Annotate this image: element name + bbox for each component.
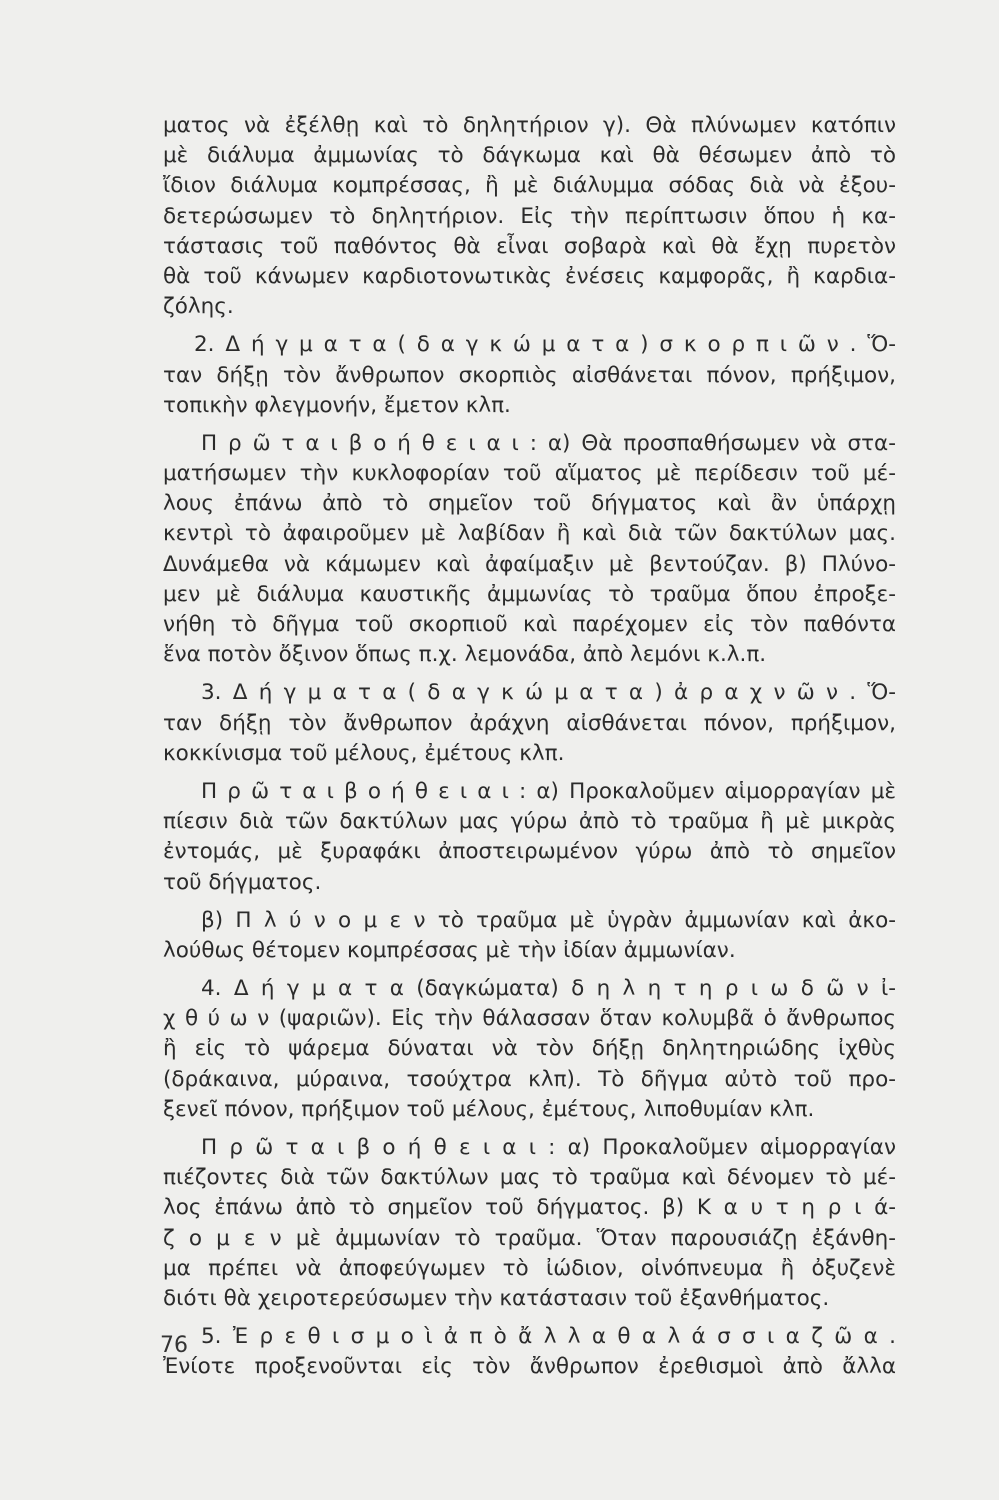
text-line: διότι θὰ χειροτερεύσωμεν τὴν κατάστασιν τοῦ ἐξανθήματος.: [163, 1285, 830, 1311]
text-line: λούθως θέτομεν κομπρέσσας μὲ τὴν ἰδίαν ἀμμωνίαν.: [163, 937, 736, 963]
text-line: ταν δήξῃ τὸν ἄνθρωπον σκορπιὸς αἰσθάνεται πόνον, πρήξιμον,: [163, 362, 896, 388]
text-line: πίεσιν διὰ τῶν δακτύλων μας γύρω ἀπὸ τὸ τραῦμα ἢ μὲ μικρὰς: [163, 809, 896, 835]
paragraph-section-3: [163, 678, 896, 769]
text-line: νήθη τὸ δῆγμα τοῦ σκορπιοῦ καὶ παρέχομεν εἰς τὸν παθόντα: [163, 612, 896, 637]
paragraph: [163, 429, 896, 671]
section-heading-line: 3. Δ ή γ μ α τ α ( δ α γ κ ώ μ α τ α ) ἀ ρ α χ ν ῶ ν . Ὅ-: [201, 680, 896, 706]
text-line: β) Π λ ύ ν ο μ ε ν τὸ τραῦμα μὲ ὑγρὰν ἀμμωνίαν καὶ ἀκο-: [201, 907, 896, 933]
paragraph-section-2: [163, 330, 896, 360]
text-line: ματος νὰ ἐξέλθῃ καὶ τὸ δηλητήριον γ). Θὰ πλύνωμεν κατόπιν: [163, 113, 896, 138]
text-line: τοῦ δήγματος.: [163, 869, 322, 895]
text-line: ἴδιον διάλυμα κομπρέσσας, ἢ μὲ διάλυμμα σόδας διὰ νὰ ἐξου-: [163, 173, 896, 199]
text-line: μεν μὲ διάλυμα καυστικῆς ἀμμωνίας τὸ τραῦμα ὅπου ἐπροξε-: [163, 581, 896, 607]
paragraph: [163, 1133, 896, 1314]
paragraph: [163, 361, 896, 421]
text-line: λους ἐπάνω ἀπὸ τὸ σημεῖον τοῦ δήγματος καὶ ἂν ὑπάρχῃ: [163, 491, 896, 517]
text-line: χ θ ύ ω ν (ψαριῶν). Εἰς τὴν θάλασσαν ὅταν κολυμβᾶ ὁ ἄνθρωπος: [163, 1006, 896, 1032]
text-line: κεντρὶ τὸ ἀφαιροῦμεν μὲ λαβίδαν ἢ καὶ διὰ τῶν δακτύλων μας.: [163, 521, 896, 547]
text-line: Ἐνίοτε προξενοῦνται εἰς τὸν ἄνθρωπον ἐρεθισμοὶ ἀπὸ ἄλλα: [163, 1354, 896, 1380]
section-heading-line: 5. Ἐ ρ ε θ ι σ μ ο ὶ ἀ π ὸ ἄ λ λ α θ α λ ά σ σ ι α ζ ῶ α .: [201, 1324, 896, 1350]
text-line: ἐντομάς, μὲ ξυραφάκι ἀποστειρωμένον γύρω ἀπὸ τὸ σημεῖον: [163, 839, 896, 865]
text-line: ματήσωμεν τὴν κυκλοφορίαν τοῦ αἵματος μὲ περίδεσιν τοῦ μέ-: [163, 461, 896, 487]
text-line: Δυνάμεθα νὰ κάμωμεν καὶ ἀφαίμαξιν μὲ βεντούζαν. β) Πλύνο-: [163, 551, 896, 577]
text-line: δετερώσωμεν τὸ δηλητήριον. Εἰς τὴν περίπτωσιν ὅπου ἡ κα-: [163, 203, 896, 229]
paragraph: [163, 777, 896, 898]
text-line: τοπικὴν φλεγμονήν, ἔμετον κλπ.: [163, 392, 511, 418]
text-line: μα πρέπει νὰ ἀποφεύγωμεν τὸ ἰώδιον, οἰνόπνευμα ἢ ὀξυζενὲ: [163, 1255, 896, 1281]
text-line: μὲ διάλυμα ἀμμωνίας τὸ δάγκωμα καὶ θὰ θέσωμεν ἀπὸ τὸ: [163, 143, 896, 169]
text-line: πιέζοντες διὰ τῶν δακτύλων μας τὸ τραῦμα καὶ δένομεν τὸ μέ-: [163, 1165, 896, 1191]
text-line: ζ ο μ ε ν μὲ ἀμμωνίαν τὸ τραῦμα. Ὅταν παρουσιάζῃ ἐξάνθη-: [163, 1225, 896, 1251]
text-line: λος ἐπάνω ἀπὸ τὸ σημεῖον τοῦ δήγματος. β) Κ α υ τ η ρ ι ά-: [163, 1195, 896, 1221]
text-line: ζόλης.: [163, 294, 234, 320]
text-line: Π ρ ῶ τ α ι β ο ή θ ε ι α ι : α) Προκαλοῦμεν αἱμορραγίαν μὲ: [201, 778, 896, 804]
text-line: ἢ εἰς τὸ ψάρεμα δύναται νὰ τὸν δήξῃ δηλητηριώδης ἰχθὺς: [163, 1036, 896, 1062]
text-line: ταν δήξῃ τὸν ἄνθρωπον ἀράχνη αἰσθάνεται πόνον, πρήξιμον,: [163, 710, 896, 736]
text-line: τάστασις τοῦ παθόντος θὰ εἶναι σοβαρὰ καὶ θὰ ἔχῃ πυρετὸν: [163, 233, 896, 259]
text-line: κοκκίνισμα τοῦ μέλους, ἐμέτους κλπ.: [163, 740, 565, 766]
paragraph-section-5: [163, 1322, 896, 1382]
text-line: Π ρ ῶ τ α ι β ο ή θ ε ι α ι : α) Προκαλοῦμεν αἱμορραγίαν: [201, 1135, 896, 1160]
paragraph: [163, 111, 896, 322]
section-heading-line: 4. Δ ή γ μ α τ α (δαγκώματα) δ η λ η τ η ρ ι ω δ ῶ ν ἰ-: [201, 976, 896, 1002]
paragraph-section-4: [163, 974, 896, 1125]
text-line: Π ρ ῶ τ α ι β ο ή θ ε ι α ι : α) Θὰ προσπαθήσωμεν νὰ στα-: [201, 430, 896, 456]
text-line: ἕνα ποτὸν ὄξινον ὅπως π.χ. λεμονάδα, ἀπὸ λεμόνι κ.λ.π.: [163, 642, 767, 668]
page-number: 76: [160, 1333, 188, 1358]
text-line: ξενεῖ πόνον, πρήξιμον τοῦ μέλους, ἐμέτους, λιποθυμίαν κλπ.: [163, 1096, 815, 1122]
text-line: (δράκαινα, μύραινα, τσούχτρα κλπ). Τὸ δῆγμα αὐτὸ τοῦ προ-: [163, 1066, 896, 1092]
text-line: θὰ τοῦ κάνωμεν καρδιοτονωτικὰς ἐνέσεις καμφορᾶς, ἢ καρδια-: [163, 263, 896, 289]
paragraph: [163, 906, 896, 966]
body-text: [163, 111, 896, 1383]
section-heading-line: 2. Δ ή γ μ α τ α ( δ α γ κ ώ μ α τ α ) σ κ ο ρ π ι ῶ ν . Ὅ-: [194, 332, 896, 358]
